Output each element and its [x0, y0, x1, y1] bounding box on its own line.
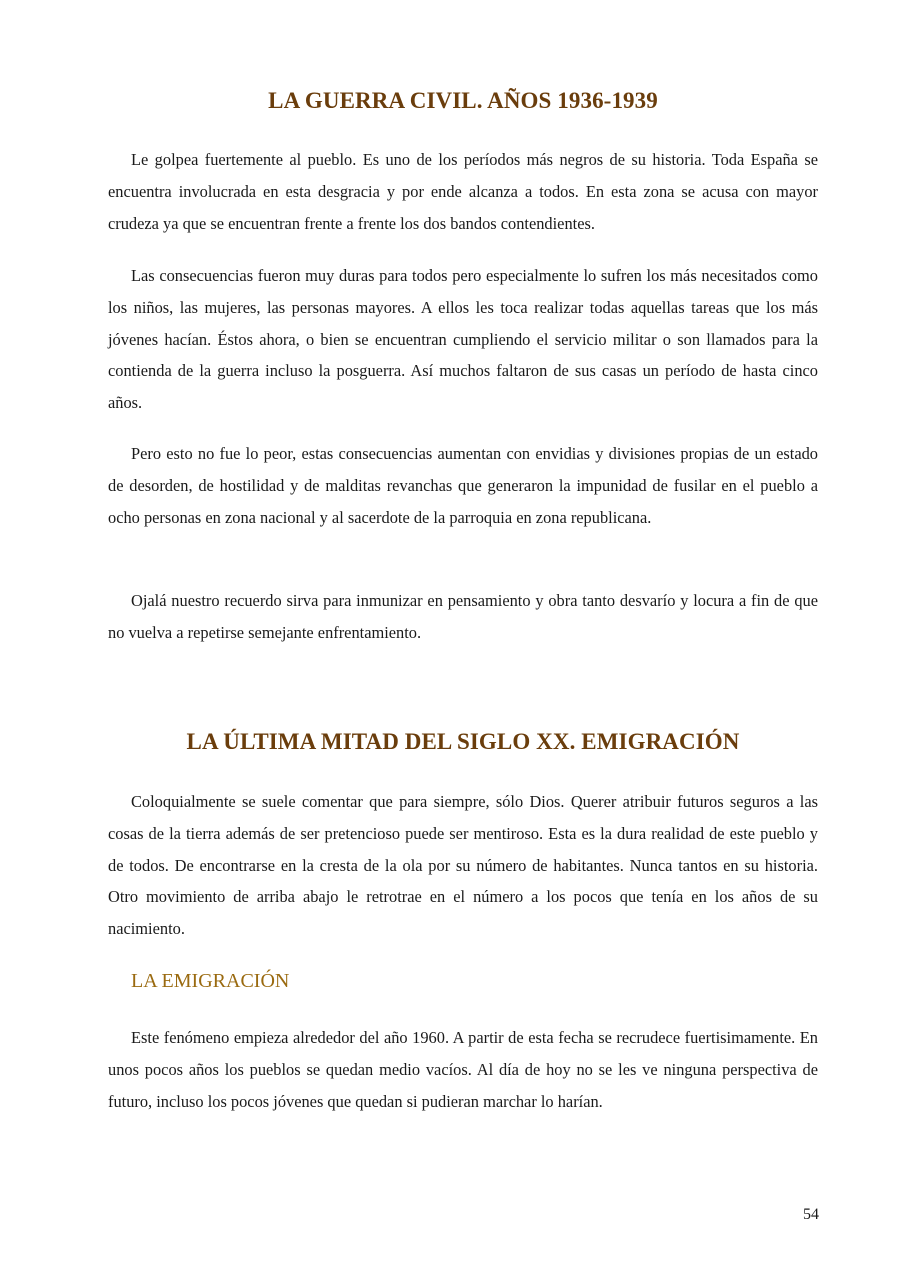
paragraph: Pero esto no fue lo peor, estas consecuencias aumentan con envidias y divisiones propias de un estado de desorden, de hostilidad y de malditas revanchas que generaron la impunidad de fusilar en el pueblo a ocho personas en zona nacional y al sacerdote de la parroquia en zona republicana.: [108, 444, 818, 527]
page-number: 54: [803, 1206, 819, 1223]
paragraph: Ojalá nuestro recuerdo sirva para inmunizar en pensamiento y obra tanto desvarío y locura a fin de que no vuelva a repetirse semejante enfrentamiento.: [108, 591, 818, 642]
paragraph: Este fenómeno empieza alrededor del año 1960. A partir de esta fecha se recrudece fuertisimamente. En unos pocos años los pueblos se quedan medio vacíos. Al día de hoy no se les ve ninguna perspectiva de futuro, incluso los pocos jóvenes que quedan si pudieran marchar lo harían.: [108, 1028, 818, 1111]
section-title-civil-war: LA GUERRA CIVIL. AÑOS 1936-1939: [268, 88, 658, 113]
paragraph: Le golpea fuertemente al pueblo. Es uno de los períodos más negros de su historia. Toda España se encuentra involucrada en esta desgracia y por ende alcanza a todos. En esta zona se acusa con mayor crudeza ya que se encuentran frente a frente los dos bandos contendientes.: [108, 150, 818, 233]
section-title-emigration: LA ÚLTIMA MITAD DEL SIGLO XX. EMIGRACIÓN: [186, 729, 740, 754]
paragraph: Las consecuencias fueron muy duras para todos pero especialmente lo sufren los más necesitados como los niños, las mujeres, las personas mayores. A ellos les toca realizar todas aquellas tareas que los más jóvenes hacían. Éstos ahora, o bien se encuentran cumpliendo el servicio militar o son llamados para la contienda de la guerra incluso la posguerra. Así muchos faltaron de sus casas un período de hasta cinco años.: [108, 266, 818, 413]
subsection-title-emigration: LA EMIGRACIÓN: [131, 970, 290, 992]
paragraph: Coloquialmente se suele comentar que para siempre, sólo Dios. Querer atribuir futuros seguros a las cosas de la tierra además de ser pretencioso puede ser mentiroso. Esta es la dura realidad de este pueblo y de todos. De encontrarse en la cresta de la ola por su número de habitantes. Nunca tantos en su historia. Otro movimiento de arriba abajo le retrotrae en el número a los pocos que tenía en los años de su nacimiento.: [108, 792, 818, 939]
